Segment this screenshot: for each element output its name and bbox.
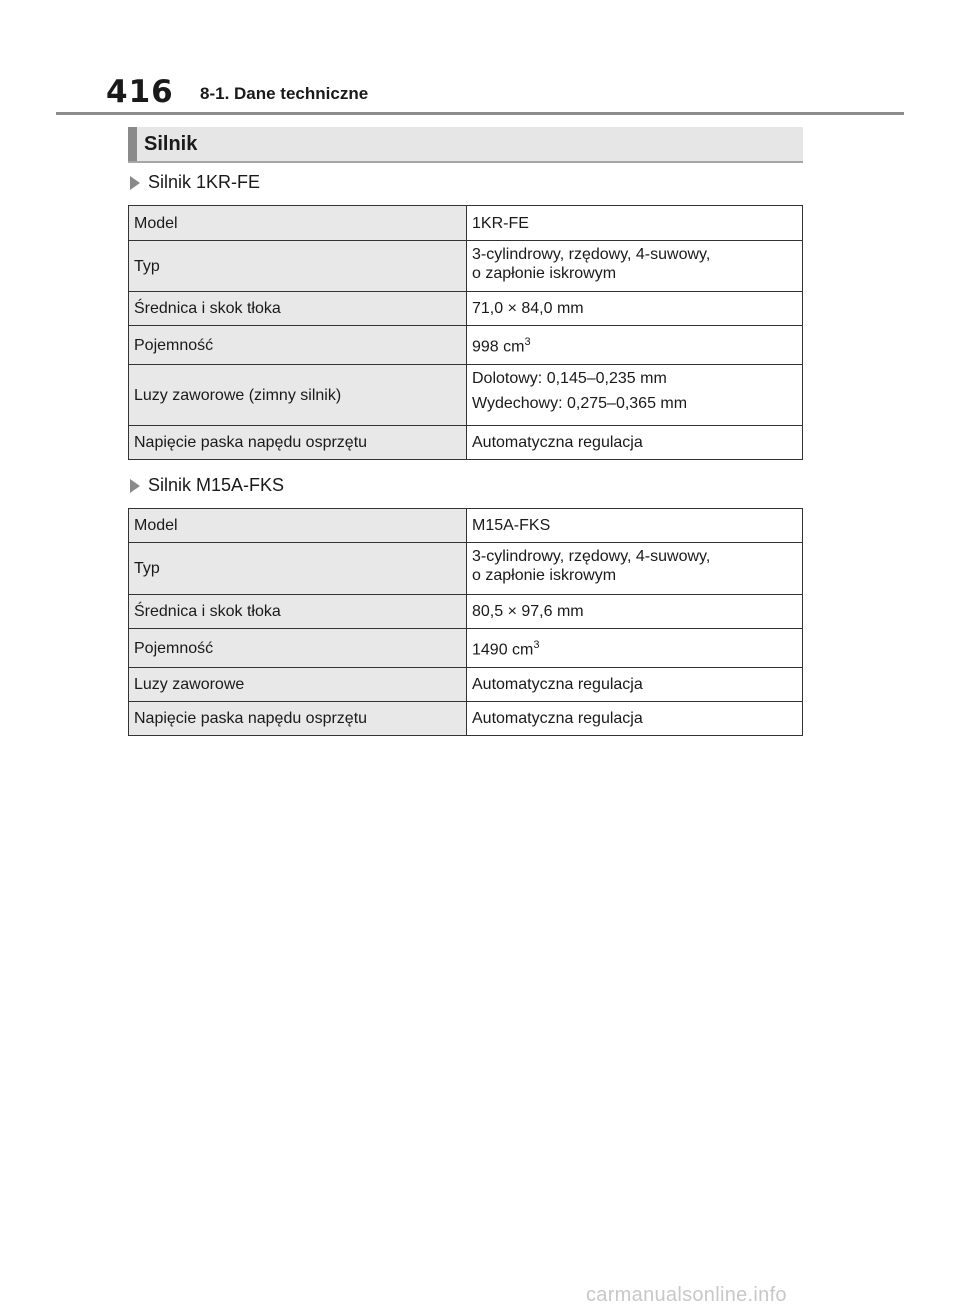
row-value: M15A-FKS	[467, 509, 803, 543]
row-value: 80,5 × 97,6 mm	[467, 595, 803, 629]
row-value	[467, 365, 803, 426]
table-row	[129, 241, 803, 292]
row-value-text: 998 cm	[472, 338, 525, 356]
chapter-title: 8-1. Dane techniczne	[200, 84, 369, 103]
row-value: Automatyczna regulacja	[467, 668, 803, 702]
row-value	[467, 629, 803, 668]
table-row	[129, 543, 803, 595]
row-value-line: o zapłonie iskrowym	[472, 265, 617, 282]
section-heading	[128, 127, 803, 163]
row-label: Napięcie paska napędu osprzętu	[129, 426, 467, 460]
row-label: Średnica i skok tłoka	[129, 292, 467, 326]
row-label: Typ	[129, 241, 467, 292]
row-label: Pojemność	[129, 326, 467, 365]
row-value: Automatyczna regulacja	[467, 426, 803, 460]
row-value-line: 3-cylindrowy, rzędowy, 4-suwowy,	[472, 246, 711, 263]
table-row	[129, 668, 803, 702]
header-divider	[56, 112, 904, 115]
page-header	[0, 0, 960, 118]
table-row	[129, 365, 803, 426]
triangle-bullet-icon	[130, 479, 140, 493]
row-label: Średnica i skok tłoka	[129, 595, 467, 629]
row-value-superscript: 3	[533, 639, 540, 652]
row-value-superscript: 3	[524, 336, 531, 349]
row-value: 1KR-FE	[467, 206, 803, 241]
triangle-bullet-icon	[130, 176, 140, 190]
engine-2-spec-table	[128, 508, 803, 736]
row-value-line: Wydechowy: 0,275–0,365 mm	[472, 395, 688, 412]
row-label: Model	[129, 509, 467, 543]
engine-2-heading	[130, 475, 284, 496]
row-value-line: o zapłonie iskrowym	[472, 567, 617, 584]
row-value-line: Dolotowy: 0,145–0,235 mm	[472, 370, 667, 387]
row-value: Automatyczna regulacja	[467, 702, 803, 736]
section-title: Silnik	[144, 133, 198, 155]
engine-1-heading-text: Silnik 1KR-FE	[148, 172, 261, 192]
row-label: Pojemność	[129, 629, 467, 668]
table-row	[129, 326, 803, 365]
table-row	[129, 595, 803, 629]
engine-2-heading-text: Silnik M15A-FKS	[148, 475, 285, 495]
table-row	[129, 426, 803, 460]
table-row	[129, 206, 803, 241]
section-heading-bar	[128, 127, 137, 161]
watermark: carmanualsonline.info	[586, 1284, 787, 1306]
table-row	[129, 292, 803, 326]
engine-1-spec-table	[128, 205, 803, 460]
table-row	[129, 509, 803, 543]
row-label: Napięcie paska napędu osprzętu	[129, 702, 467, 736]
row-value	[467, 326, 803, 365]
row-value	[467, 241, 803, 292]
engine-1-heading	[130, 172, 260, 193]
row-value	[467, 543, 803, 595]
page-number: 416	[106, 74, 174, 110]
row-value: 71,0 × 84,0 mm	[467, 292, 803, 326]
row-label: Typ	[129, 543, 467, 595]
row-label: Luzy zaworowe	[129, 668, 467, 702]
row-value-line: 3-cylindrowy, rzędowy, 4-suwowy,	[472, 548, 711, 565]
row-label: Model	[129, 206, 467, 241]
row-value-text: 1490 cm	[472, 641, 534, 659]
table-row	[129, 702, 803, 736]
table-row	[129, 629, 803, 668]
row-label: Luzy zaworowe (zimny silnik)	[129, 365, 467, 426]
